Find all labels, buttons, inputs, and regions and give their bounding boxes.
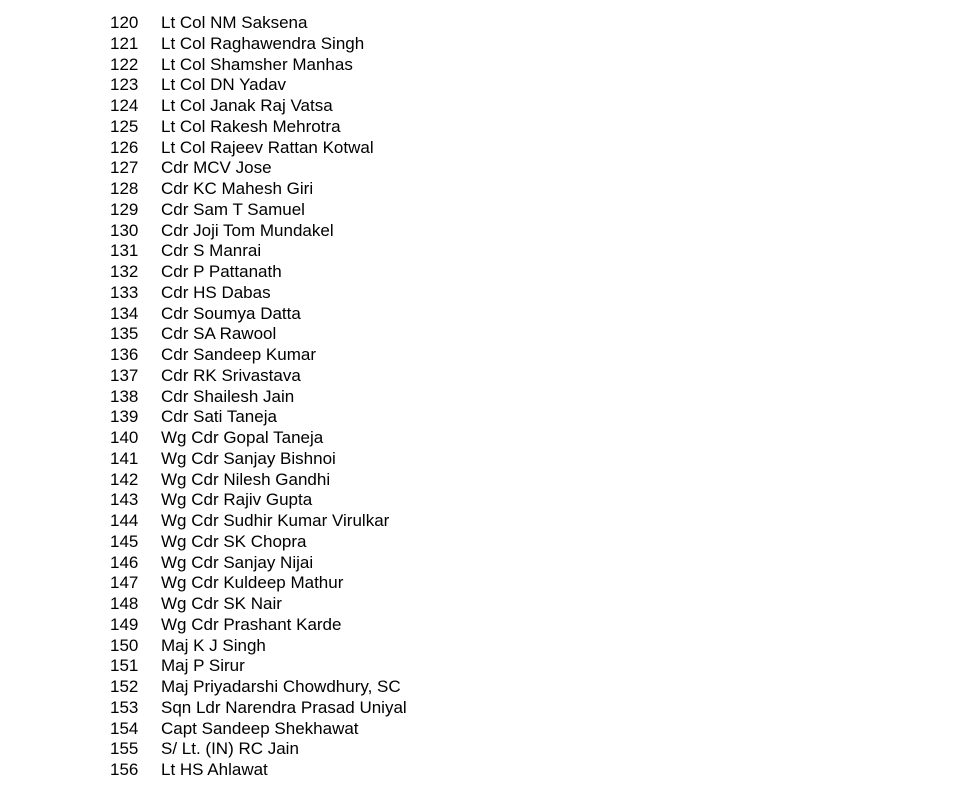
entry-number: 132 [110,262,139,281]
list-item [110,428,407,449]
list-item [110,656,407,677]
entry-number: 123 [110,75,139,95]
list-item [110,96,407,117]
entry-name: Cdr S Manrai [161,241,262,261]
list-item [110,739,407,760]
list-item [110,470,407,491]
entry-number: 121 [110,33,139,53]
list-item [110,698,407,719]
entry-number: 154 [110,718,139,738]
list-item [110,677,407,698]
list-item [110,241,407,262]
list-item [110,179,407,200]
entry-name: Lt Col Rakesh Mehrotra [161,116,341,136]
entry-name: Cdr Shailesh Jain [161,386,295,406]
list-item [110,262,407,283]
entry-name: Cdr KC Mahesh Giri [161,179,314,198]
list-item [110,366,407,387]
entry-number: 145 [110,531,139,551]
entry-name: Cdr HS Dabas [161,282,271,302]
entry-name: Cdr Joji Tom Mundakel [161,220,334,240]
list-item [110,221,407,242]
entry-name: Wg Cdr Sanjay Nijai [161,552,314,572]
list-item [110,117,407,138]
entry-number: 134 [110,303,139,323]
entry-number: 143 [110,490,139,510]
list-item [110,55,407,76]
list-item [110,138,407,159]
list-item [110,345,407,366]
list-item [110,760,407,781]
entry-number: 151 [110,656,139,676]
entry-name: Cdr Sam T Samuel [161,199,305,219]
list-item [110,532,407,553]
entry-number: 156 [110,760,139,779]
entry-number: 152 [110,677,139,696]
entry-number: 137 [110,365,139,385]
list-item [110,34,407,55]
entry-number: 129 [110,199,139,219]
entry-name: Cdr Sati Taneja [161,407,277,427]
entry-number: 130 [110,220,139,240]
list-item [110,594,407,615]
entry-name: Wg Cdr Sudhir Kumar Virulkar [161,511,390,530]
list-item [110,283,407,304]
entry-number: 124 [110,96,139,115]
entry-number: 131 [110,241,139,261]
entry-name: Sqn Ldr Narendra Prasad Uniyal [161,697,407,717]
list-item [110,158,407,179]
list-item [110,490,407,511]
list-item [110,304,407,325]
entry-name: Capt Sandeep Shekhawat [161,718,359,738]
entry-name: Lt Col Shamsher Manhas [161,54,353,74]
entry-name: Wg Cdr SK Chopra [161,531,307,551]
entry-name: Lt Col Raghawendra Singh [161,33,365,53]
entry-name: Wg Cdr SK Nair [161,594,282,613]
entry-number: 155 [110,739,139,759]
list-item [110,449,407,470]
entry-number: 128 [110,179,139,198]
list-item [110,200,407,221]
entry-number: 150 [110,635,139,655]
list-item [110,615,407,636]
entry-name: Cdr RK Srivastava [161,365,301,385]
entry-number: 146 [110,552,139,572]
entry-number: 122 [110,54,139,74]
list-item [110,324,407,345]
list-item [110,387,407,408]
entry-name: Lt HS Ahlawat [161,760,268,779]
entry-number: 149 [110,614,139,634]
entry-number: 126 [110,137,139,157]
entry-number: 147 [110,573,139,593]
entry-number: 135 [110,324,139,344]
list-item [110,553,407,574]
entry-name: Lt Col DN Yadav [161,75,287,95]
entry-name: Cdr SA Rawool [161,324,277,344]
personnel-list [110,13,407,781]
entry-number: 148 [110,594,139,613]
entry-name: Wg Cdr Nilesh Gandhi [161,469,331,489]
entry-number: 139 [110,407,139,427]
list-item [110,719,407,740]
entry-name: Wg Cdr Sanjay Bishnoi [161,448,336,468]
entry-number: 138 [110,386,139,406]
entry-name: Cdr MCV Jose [161,158,272,178]
list-item [110,573,407,594]
entry-number: 136 [110,345,139,364]
entry-name: Cdr P Pattanath [161,262,282,281]
entry-name: Maj Priyadarshi Chowdhury, SC [161,677,401,696]
entry-number: 127 [110,158,139,178]
entry-name: Wg Cdr Rajiv Gupta [161,490,313,510]
entry-number: 133 [110,282,139,302]
entry-name: Lt Col Rajeev Rattan Kotwal [161,137,374,157]
entry-name: Lt Col Janak Raj Vatsa [161,96,333,115]
list-item [110,407,407,428]
entry-name: Cdr Soumya Datta [161,303,301,323]
entry-name: Lt Col NM Saksena [161,13,308,32]
entry-number: 125 [110,116,139,136]
entry-name: Wg Cdr Kuldeep Mathur [161,573,344,593]
entry-name: S/ Lt. (IN) RC Jain [161,739,299,759]
entry-name: Wg Cdr Prashant Karde [161,614,342,634]
list-item [110,636,407,657]
list-item [110,511,407,532]
entry-number: 153 [110,697,139,717]
entry-name: Maj P Sirur [161,656,245,676]
list-item [110,75,407,96]
entry-number: 144 [110,511,139,530]
list-item [110,13,407,34]
entry-number: 140 [110,428,139,447]
entry-number: 141 [110,448,139,468]
entry-number: 142 [110,469,139,489]
entry-name: Wg Cdr Gopal Taneja [161,428,324,447]
entry-name: Maj K J Singh [161,635,266,655]
entry-number: 120 [110,13,139,32]
entry-name: Cdr Sandeep Kumar [161,345,316,364]
